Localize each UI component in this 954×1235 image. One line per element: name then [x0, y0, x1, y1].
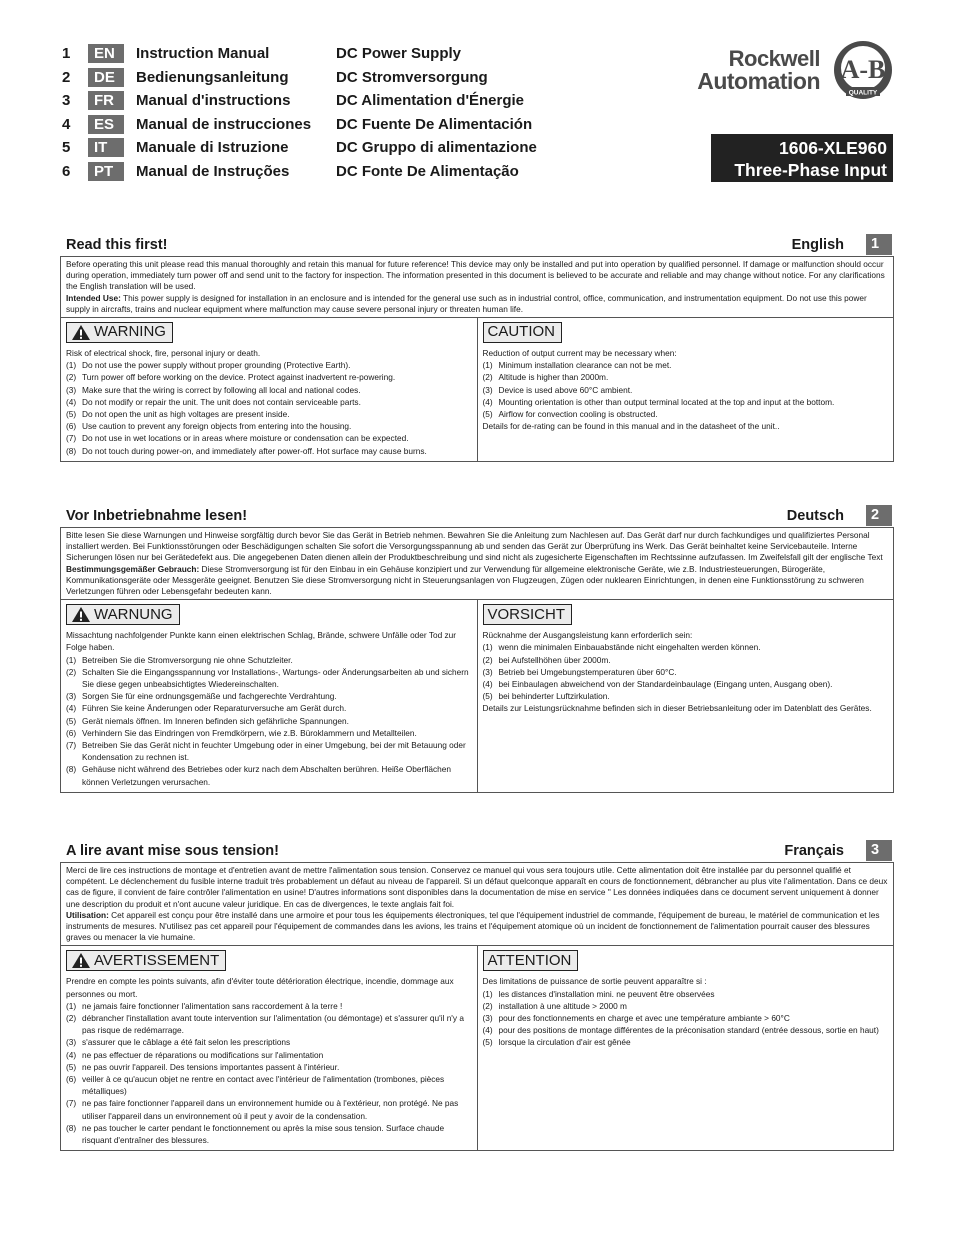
list-item: (2) Schalten Sie die Eingangsspannung vor Installations-, Wartungs- oder Änderungsarbeiten ab und sichern Sie diese gegen unbeabsichtigtes Wiedereinschalten.	[66, 666, 469, 690]
warning-lead: Risk of electrical shock, fire, personal injury or death.	[66, 348, 261, 359]
list-item: (3) Sorgen Sie für eine ordnungsgemäße und fachgerechte Verdrahtung.	[66, 691, 337, 702]
caution-badge	[483, 322, 563, 343]
caution-lead: Reduction of output current may be necessary when:	[482, 348, 677, 359]
section-deutsch	[60, 505, 894, 793]
caution-label: ATTENTION	[487, 951, 572, 969]
list-item: (5) Do not open the unit as high voltages are present inside.	[66, 409, 290, 420]
caution-column	[477, 946, 894, 1150]
section-language: Français	[784, 843, 844, 859]
warning-lead: Prendre en compte les points suivants, afin d'éviter toute détérioration électrique, incendie, dommage aux personnes ou mort.	[66, 976, 454, 999]
list-item: (4) Führen Sie keine Änderungen oder Reparaturversuche am Gerät durch.	[66, 703, 347, 714]
caution-column	[477, 600, 894, 792]
logo-line-2: Automation	[697, 68, 820, 94]
intro-text: Before operating this unit please read this manual thoroughly and retain this manual for future reference! This device may only be installed and put into operation by qualified personnel. If damage or malfunction should occur during operation, immediately turn power off and send unit to the factory for inspection. The information presented in this document is believed to be accurate and reliable and may change without notice. For any clarifications the English translation will be used.	[66, 259, 885, 292]
list-item: (8) Do not touch during power-on, and immediately after power-off. Hot surface may cause burns.	[66, 445, 427, 456]
warning-column	[61, 946, 477, 1150]
warning-badge	[66, 322, 173, 343]
section-number: 2	[866, 505, 892, 526]
list-item: (6) Use caution to prevent any foreign objects from entering into the housing.	[66, 421, 352, 432]
list-item: (4) ne pas effectuer de réparations ou modifications sur l'alimentation	[66, 1049, 324, 1060]
caution-label: CAUTION	[487, 323, 555, 341]
caution-column	[477, 318, 894, 461]
language-list	[62, 42, 606, 183]
model-number: 1606-XLE960	[779, 138, 887, 158]
language-product-title: DC Fuente De Alimentación	[336, 115, 533, 133]
list-item: (5) lorsque la circulation d'air est gênée	[482, 1037, 631, 1048]
warning-column	[61, 600, 477, 792]
language-row	[62, 89, 606, 113]
warning-lead: Missachtung nachfolgender Punkte kann einen elektrischen Schlag, Brände, schwere Unfälle oder Tod zur Folge haben.	[66, 630, 457, 653]
allen-bradley-seal-icon	[833, 40, 893, 100]
section-language: English	[791, 237, 844, 253]
warning-column	[61, 318, 477, 461]
list-item: (5) Airflow for convection cooling is obstructed.	[482, 409, 658, 420]
language-number: 4	[62, 115, 71, 133]
language-product-title: DC Power Supply	[336, 45, 462, 63]
logo-wordmark	[660, 48, 820, 92]
caution-label: VORSICHT	[487, 605, 566, 623]
section-header	[60, 234, 894, 256]
section-number: 1	[866, 234, 892, 255]
section-header	[60, 840, 894, 862]
language-product-title: DC Gruppo di alimentazione	[336, 139, 537, 157]
language-row	[62, 66, 606, 90]
model-description: Three-Phase Input	[734, 160, 887, 180]
list-item: (2) installation à une altitude > 2000 m	[482, 1000, 627, 1011]
warning-label: WARNING	[94, 323, 166, 341]
section-header	[60, 505, 894, 527]
language-product-title: DC Alimentation d'Énergie	[336, 92, 525, 110]
language-product-title: DC Stromversorgung	[336, 68, 488, 86]
language-product-title: DC Fonte De Alimentação	[336, 162, 519, 180]
warning-triangle-icon	[71, 324, 91, 341]
language-row	[62, 113, 606, 137]
list-item: (4) Do not modify or repair the unit. The unit does not contain serviceable parts.	[66, 396, 361, 407]
language-number: 3	[62, 92, 71, 110]
language-manual-title: Manual de instrucciones	[136, 115, 312, 133]
list-item: (8) Gehäuse nicht während des Betriebes oder kurz nach dem Abschalten berühren. Heiße Oberflächen können Verletzungen verursachen.	[66, 764, 451, 787]
list-item: (8) ne pas toucher le carter pendant le fonctionnement ou après la mise sous tension. Surface chaude risquant d'entraîner des blessures.	[66, 1122, 445, 1146]
list-item: (1) les distances d'installation mini. ne peuvent être observées	[482, 988, 715, 999]
intended-use-text: Cet appareil est conçu pour être installé dans une armoire et pour tous les équipements électroniques, tel que l'équipement industriel de commande, l'équipement de bureau, le matériel de communication et les instruments de mesures. N'utilisez pas cet appareil pour l'équipement de commandes dans les avions, les trains et l'équipement atomique où un incident de fonctionnement de l'alimentation pourrait causer des blessures graves ou menacer la vie humaine.	[66, 909, 880, 943]
warning-caution-columns	[60, 945, 894, 1151]
list-item: (3) Betrieb bei Umgebungstemperaturen über 60°C.	[482, 666, 677, 677]
section-number: 3	[866, 840, 892, 861]
language-manual-title: Manual de Instruções	[136, 162, 290, 180]
language-manual-title: Bedienungsanleitung	[136, 68, 289, 86]
language-row	[62, 160, 606, 184]
warning-triangle-icon	[71, 606, 91, 623]
list-item: (7) Do not use in wet locations or in areas where moisture or condensation can be expected.	[66, 433, 409, 444]
warning-badge	[66, 950, 226, 971]
intended-use-label: Intended Use:	[66, 292, 121, 303]
list-item: (5) ne pas ouvrir l'appareil. Des tensions importantes passent à l'intérieur.	[66, 1061, 340, 1072]
list-item: (3) s'assurer que le câblage a été fait selon les prescriptions	[66, 1037, 291, 1048]
language-row	[62, 42, 606, 66]
section-language: Deutsch	[786, 508, 844, 524]
list-item: (5) Gerät niemals öffnen. Im Inneren befinden sich gefährliche Spannungen.	[66, 715, 349, 726]
caution-badge	[483, 950, 579, 971]
language-code: DE	[88, 68, 124, 87]
list-item: (7) Betreiben Sie das Gerät nicht in feuchter Umgebung oder in einer Umgebung, bei der mit Betauung oder Kondensation zu rechnen ist.	[66, 740, 466, 763]
list-item: (2) débrancher l'installation avant toute intervention sur l'alimentation (ou démontage) et s'assurer qu'il n'y a pas risque de redémarrage.	[66, 1013, 464, 1036]
caution-badge	[483, 604, 573, 625]
list-item: (1) Minimum installation clearance can not be met.	[482, 360, 672, 371]
section-francais	[60, 840, 894, 1151]
language-manual-title: Instruction Manual	[136, 45, 270, 63]
warning-caution-columns	[60, 317, 894, 462]
list-item: (4) Mounting orientation is other than output terminal located at the top and input at the bottom.	[482, 396, 835, 407]
list-item: (1) wenn die minimalen Einbauabstände nicht eingehalten werden können.	[482, 642, 761, 653]
section-english	[60, 234, 894, 462]
warning-label: AVERTISSEMENT	[94, 951, 220, 969]
language-code: EN	[88, 44, 124, 63]
warning-label: WARNUNG	[94, 605, 173, 623]
seal-quality: QUALITY	[848, 89, 878, 97]
list-item: (2) Turn power off before working on the device. Protect against inadvertent re-powering.	[66, 372, 396, 383]
section-intro	[60, 862, 894, 945]
intro-text: Merci de lire ces instructions de montage et d'entretien avant de mettre l'alimentation sous tension. Conservez ce manuel qui vous sera toujours utile. Cette alimentation doit être installée par du personnel qualifié et compétent. Le déclenchement du fusible interne traduit très probablement un défaut au niveau de l'appareil. Si un défaut quelconque apparaît en cours de fonctionnement, débrancher au plus vite l'alimentation. Dans ce deux cas de figure, il convient de faire contrôler l'alimentation en usine! D'autres informations sont disponibles dans la documentation de mise en service " Les données indiquées dans ce document servent uniquement à donner une description du produit et n'ont aucune valeur juridique. En cas de divergences, le texte anglais fait foi.	[66, 865, 888, 909]
language-number: 6	[62, 162, 71, 180]
logo-line-1: Rockwell	[728, 46, 820, 71]
list-item: (3) Device is used above 60°C ambient.	[482, 384, 633, 395]
section-title: Read this first!	[66, 237, 168, 253]
list-item: (4) pour des positions de montage différentes de la préconisation standard (entrée dessous, sortie en haut)	[482, 1025, 879, 1036]
list-item: (2) Altitude is higher than 2000m.	[482, 372, 609, 383]
language-code: ES	[88, 115, 124, 134]
language-manual-title: Manuale di Istruzione	[136, 139, 289, 157]
caution-lead: Rücknahme der Ausgangsleistung kann erforderlich sein:	[482, 630, 693, 641]
warning-caution-columns	[60, 599, 894, 793]
caution-lead: Des limitations de puissance de sortie peuvent apparaître si :	[482, 976, 707, 987]
list-item: (6) Verhindern Sie das Eindringen von Fremdkörpern, wie z.B. Büroklammern und Metallteilen.	[66, 727, 417, 738]
language-code: IT	[88, 138, 124, 157]
section-title: A lire avant mise sous tension!	[66, 843, 279, 859]
caution-tail: Details for de-rating can be found in this manual and in the datasheet of the unit..	[482, 421, 780, 432]
language-manual-title: Manual d'instructions	[136, 92, 291, 110]
warning-triangle-icon	[71, 952, 91, 969]
list-item: (7) ne pas faire fonctionner l'appareil dans un environnement humide ou à l'extérieur, non protégé. Ne pas utiliser l'appareil dans un environnement où il peut y avoir de la condensation.	[66, 1098, 459, 1121]
language-number: 5	[62, 139, 71, 157]
list-item: (1) Do not use the power supply without proper grounding (Protective Earth).	[66, 360, 351, 371]
seal-letters: A-B	[840, 55, 886, 84]
language-number: 2	[62, 68, 71, 86]
list-item: (5) bei behinderter Luftzirkulation.	[482, 691, 610, 702]
language-code: PT	[88, 162, 124, 181]
list-item: (2) bei Aufstellhöhen über 2000m.	[482, 654, 611, 665]
intro-text: Bitte lesen Sie diese Warnungen und Hinweise sorgfältig durch bevor Sie das Gerät in Betrieb nehmen. Bewahren Sie die Anleitung zum Nachlesen auf. Das Gerät darf nur durch fachkundiges und qualifiziertes Personal installiert werden. Bei Funktionsstörungen oder Beschädigungen schalten Sie sofort die Versorgungsspannung ab und senden das Gerät zur Überprüfung ins Werk. Das Gerät beinhaltet keine Servicebauteile. Interne Sicherungen lösen nur bei Gerätedefekt aus. Die angegebenen Daten dienen allein der Produktbeschreibung und sind nicht als zugesicherte Eigenschaften im Rechtssinne aufzufassen. Im Zweifelsfall gilt der englische Text	[66, 530, 883, 563]
language-row	[62, 136, 606, 160]
list-item: (6) veiller à ce qu'aucun objet ne rentre en contact avec l'intérieur de l'alimentation (trombones, pièces métalliques)	[66, 1074, 445, 1097]
caution-tail: Details zur Leistungsrücknahme befinden sich in dieser Betriebsanleitung oder im Datenblatt des Gerätes.	[482, 703, 872, 714]
intended-use-label: Utilisation:	[66, 909, 109, 920]
section-intro	[60, 527, 894, 599]
list-item: (3) Make sure that the wiring is correct by following all local and national codes.	[66, 384, 361, 395]
section-intro	[60, 256, 894, 317]
model-title-box	[711, 134, 893, 182]
list-item: (1) Betreiben Sie die Stromversorgung nie ohne Schutzleiter.	[66, 654, 293, 665]
list-item: (3) pour des fonctionnements en charge et avec une température ambiante > 60°C	[482, 1013, 790, 1024]
intended-use-text: This power supply is designed for installation in an enclosure and is intended for the general use such as in industrial control, office, communication, and instrumentation equipment. Do not use this power supply in aircrafts, trains and nuclear equipment where malfunction may cause severe personal injury or threaten human life.	[66, 292, 867, 314]
list-item: (1) ne jamais faire fonctionner l'alimentation sans raccordement à la terre !	[66, 1000, 343, 1011]
list-item: (4) bei Einbaulagen abweichend von der Standardeinbaulage (Eingang unten, Ausgang oben).	[482, 679, 833, 690]
language-number: 1	[62, 45, 71, 63]
warning-badge	[66, 604, 180, 625]
section-title: Vor Inbetriebnahme lesen!	[66, 508, 248, 524]
intended-use-text: Diese Stromversorgung ist für den Einbau in ein Gehäuse konzipiert und zur Verwendung für allgemeine elektronische Geräte, wie z.B. Industriesteuerungen, Bürogeräte, Kommunikationsgeräte oder Messgeräte geeignet. Benutzen Sie diese Stromversorgung nicht in Steuerungsanlagen von Flugzeugen, Zügen oder nuklearen Einrichtungen, in denen eine Funktionsstörung zu schweren Verletzungen führen oder Lebensgefahr bedeuten kann.	[66, 563, 864, 597]
language-code: FR	[88, 91, 124, 110]
intended-use-label: Bestimmungsgemäßer Gebrauch:	[66, 563, 200, 574]
